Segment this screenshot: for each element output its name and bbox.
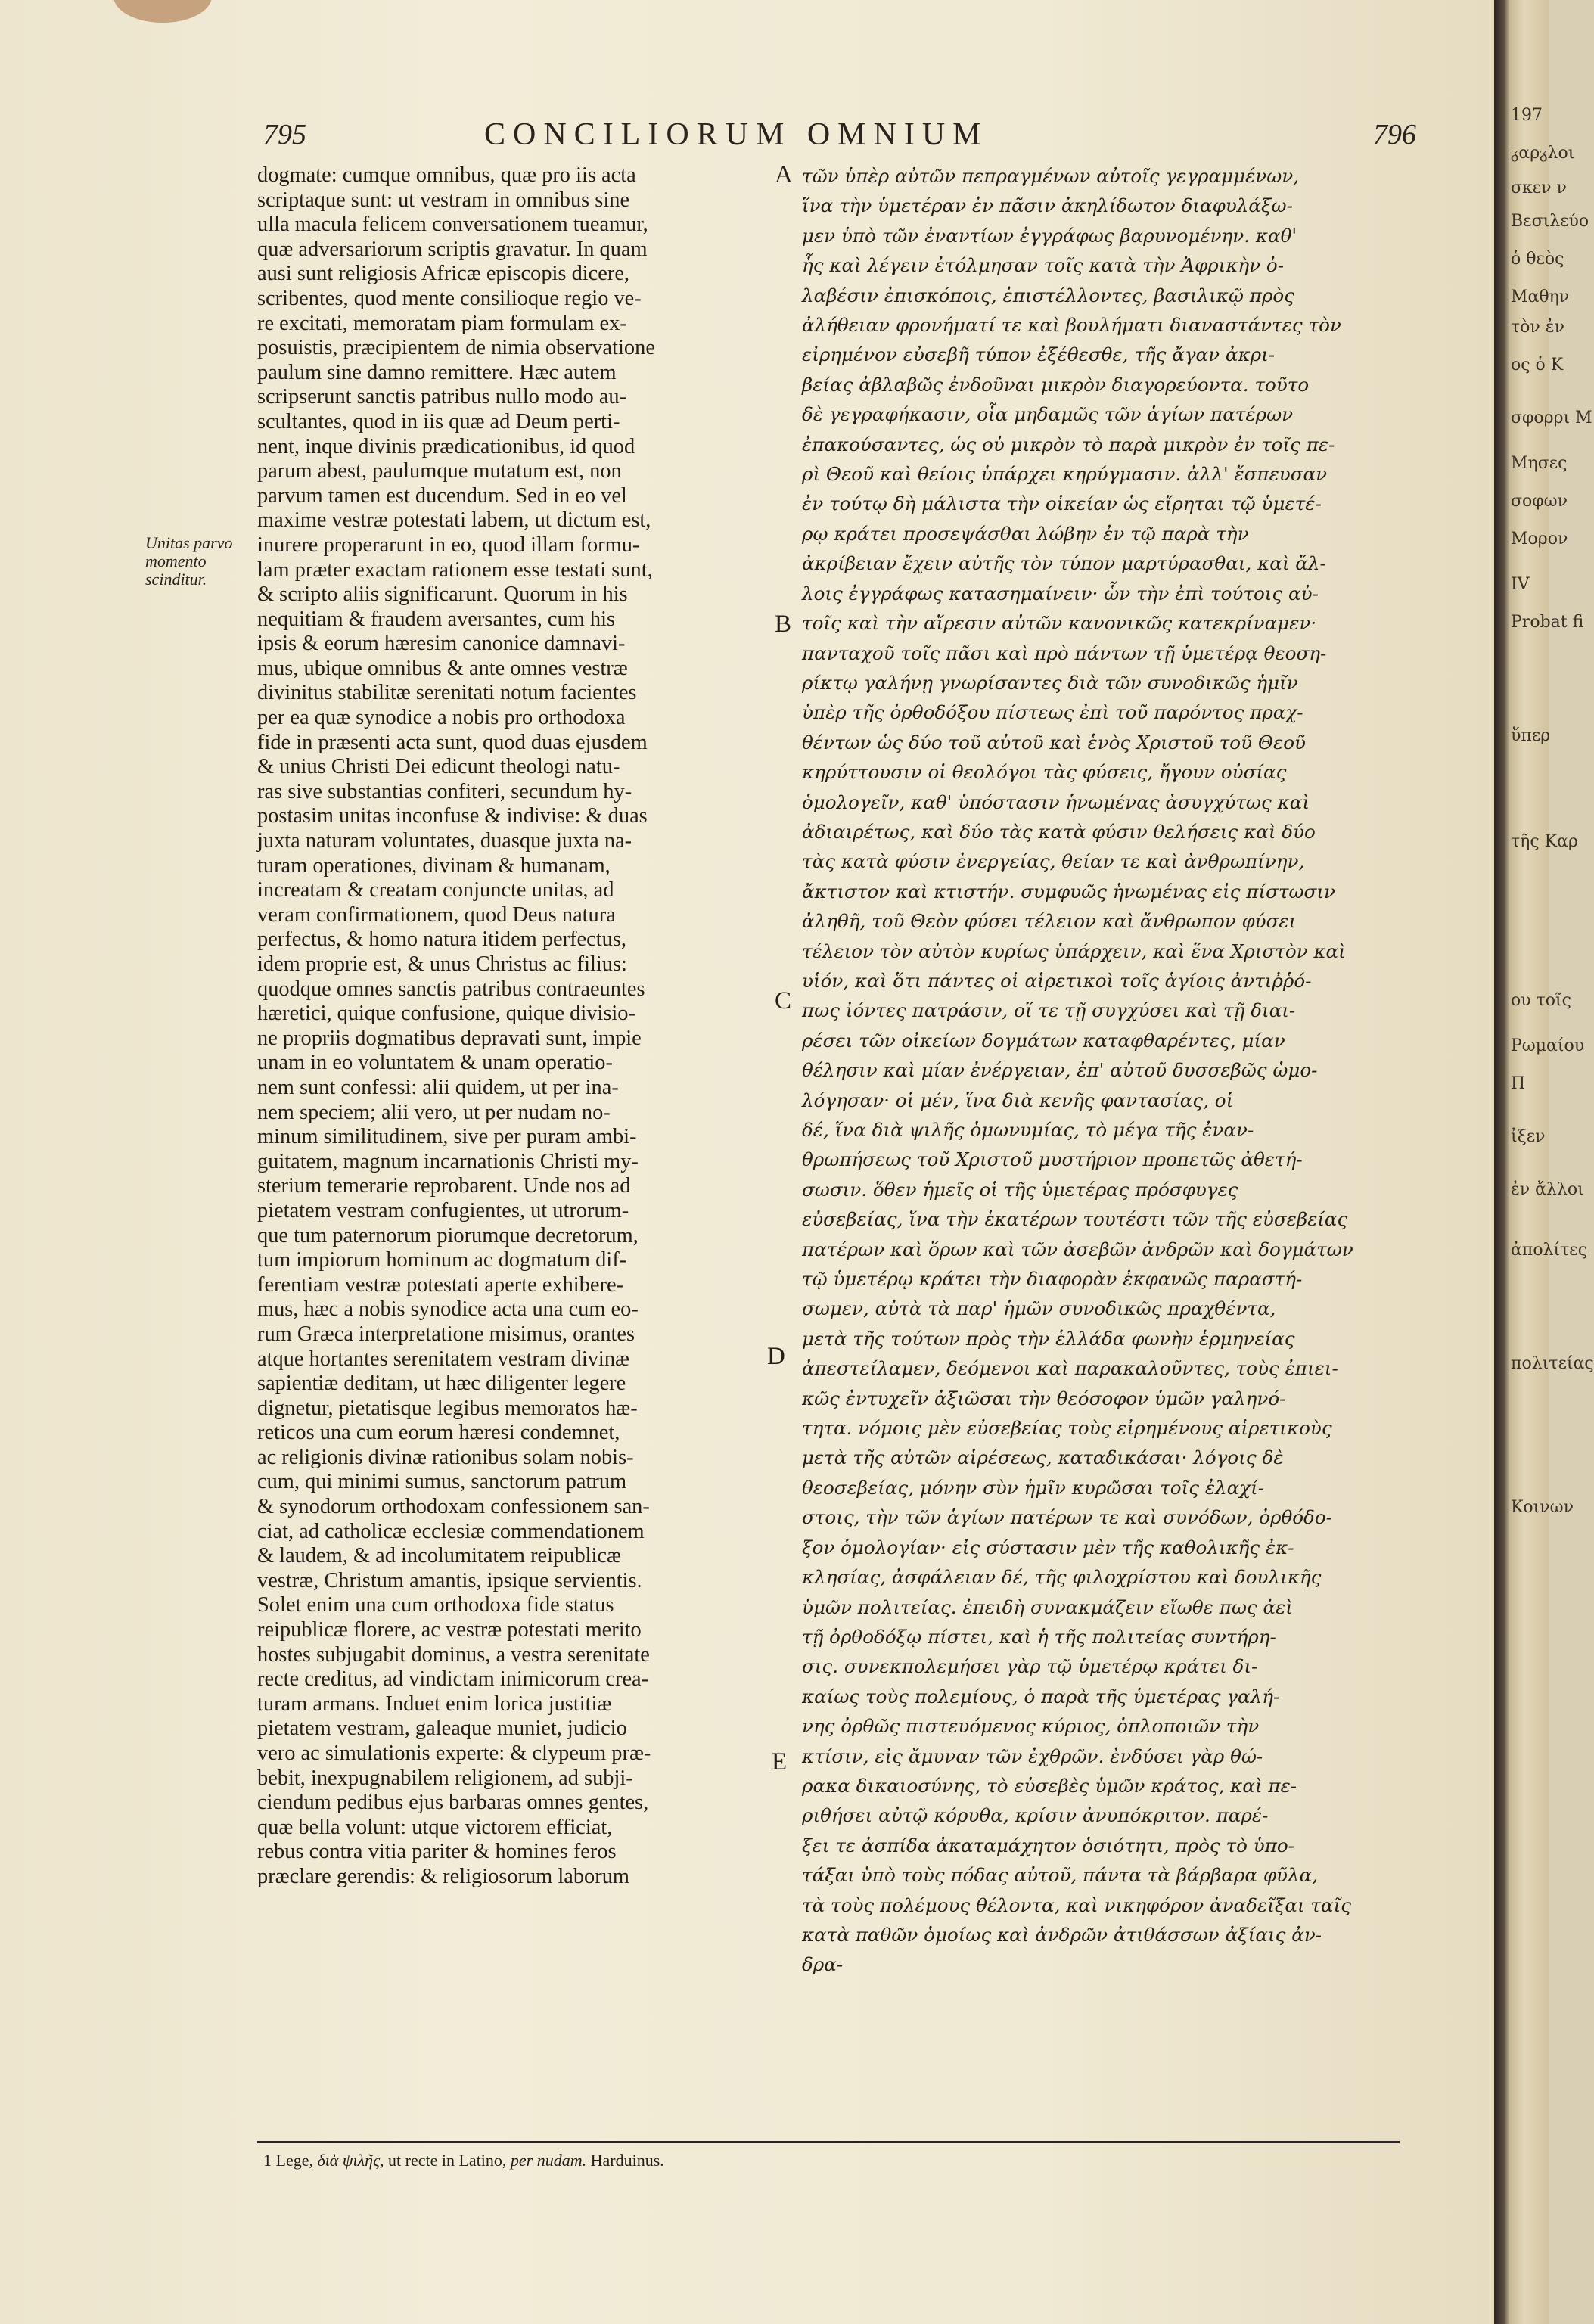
greek-text-line: νης ὀρθῶς πιστευόμενος κύριος, ὁπλοποιῶν τὴν [802,1715,1260,1738]
latin-text-line: que tum paternorum piorumque decretorum, [257,1223,639,1247]
latin-text-line: ras sive substantias confiteri, secundum hy- [257,779,632,803]
footnote-number: 1 [263,2151,272,2170]
greek-text-line: ὁμολογεῖν, καθ' ὑπόστασιν ἡνωμένας ἀσυγχύτως καὶ [802,791,1310,813]
latin-text-line: quæ bella volunt: utque victorem efficiat, [257,1815,613,1839]
greek-text-line: θεοσεβείας, μόνην σὺν ἡμῖν κυρῶσαι τοῖς ἐλαχί- [802,1476,1265,1499]
gutter-fragment: Μησες [1511,454,1568,473]
latin-text-line: & unius Christi Dei edicunt theologi natu- [257,755,620,779]
latin-text-line: præclare gerendis: & religiosorum laborum [257,1864,629,1888]
gutter-fragment: τῆς Καρ [1511,832,1578,851]
greek-text-line: κατὰ παθῶν ὁμοίως καὶ ἀνδρῶν ἀτιθάσσων ἀξίαις ἀν- [802,1923,1322,1946]
right-page-number: 796 [1373,119,1416,151]
greek-text-line: ἐπακούσαντες, ὡς οὐ μικρὸν τὸ παρὰ μικρὸν ἐν τοῖς πε- [802,433,1335,455]
greek-text-line: μετὰ τῆς τούτων πρὸς τὴν ἑλλάδα φωνὴν ἑρμηνείας [802,1327,1295,1350]
greek-text-line: τητα. νόμοις μὲν εὐσεβείας τοὺς εἰρημένους αἱρετικοὺς [802,1417,1332,1440]
footnote-text: Harduinus. [590,2151,664,2170]
latin-text-line: ferentiam vestræ potestati aperte exhibere- [257,1272,623,1297]
greek-text-line: εἰρημένον εὐσεβῆ τύπον ἐξέθεσθε, τῆς ἄγαν ἀκρι- [802,343,1276,366]
gutter-fragment: ᵹαρᵹλοι [1511,144,1575,163]
greek-text-line: στοις, τὴν τῶν ἁγίων πατέρων τε καὶ συνόδων, ὀρθόδο- [802,1506,1332,1529]
greek-text-line: τέλειον τὸν αὐτὸν κυρίως ὑπάρχειν, καὶ ἕνα Χριστὸν καὶ [802,940,1346,962]
gutter-fragment: IV [1511,575,1530,594]
latin-text-line: sterium temerarie reprobarent. Unde nos ad [257,1174,631,1198]
greek-text-line: τῷ ὑμετέρῳ κράτει τὴν διαφορὰν ἐκφανῶς παραστή- [802,1268,1303,1291]
footnote [263,2151,664,2170]
greek-column [802,161,1415,1980]
latin-text-line: tum impiorum hominum ac dogmatum dif- [257,1248,627,1272]
greek-text-line: ἀδιαιρέτως, καὶ δύο τὰς κατὰ φύσιν θελήσεις καὶ δύο [802,820,1316,843]
latin-text-line: increatam & creatam conjuncte unitas, ad [257,878,614,903]
gutter-fragment: σκεν ν [1511,179,1567,197]
greek-text-line: ξον ὁμολογίαν· εἰς σύστασιν μὲν τῆς καθολικῆς ἐκ- [802,1536,1294,1558]
gutter-fragment: ος ὁ Κ [1511,356,1564,374]
greek-text-line: λαβέσιν ἐπισκόποις, ἐπιστέλλοντες, βασιλικῷ πρὸς [802,284,1294,306]
latin-text-line: scripserunt sanctis patribus nullo modo au- [257,385,627,409]
latin-text-line: lam præter exactam rationem esse testati sunt, [257,558,653,582]
latin-text-line: perfectus, & homo natura itidem perfectus, [257,927,626,952]
latin-text-line: recte creditus, ad vindictam inimicorum crea- [257,1667,649,1692]
gutter-fragment: Μαθην [1511,287,1570,306]
adjacent-page-gutter [1494,0,1594,2324]
gutter-fragment: Π [1511,1074,1526,1093]
latin-text-line: guitatem, magnum incarnationis Christi my- [257,1149,639,1173]
greek-text-line: λοις ἐγγράφως κατασημαίνειν· ὧν τὴν ἐπὶ τούτοις αὐ- [802,582,1319,604]
section-letter-b: B [775,611,792,638]
greek-text-line: πανταχοῦ τοῖς πᾶσι καὶ πρὸ πάντων τῇ ὑμετέρᾳ θεοση- [802,642,1327,664]
latin-text-line: quodque omnes sanctis patribus contraeuntes [257,977,645,1001]
greek-text-line: ἵνα τὴν ὑμετέραν ἐν πᾶσιν ἀκηλίδωτον διαφυλάξω- [802,194,1293,217]
latin-text-line: per ea quæ synodice a nobis pro orthodoxa [257,706,626,730]
latin-text-line: pietatem vestram, galeaque muniet, judicio [257,1717,627,1741]
greek-text-line: τάξαι ὑπὸ τοὺς πόδας αὐτοῦ, πάντα τὰ βάρβαρα φῦλα, [802,1864,1319,1887]
latin-text-line: scultantes, quod in iis quæ ad Deum perti- [257,409,620,433]
greek-text-line: ἀπεστείλαμεν, δεόμενοι καὶ παρακαλοῦντες, τοὺς ἐπιει- [802,1357,1338,1380]
gutter-fragment: ἀπολίτες [1511,1241,1588,1260]
greek-text-line: θέλησιν καὶ μίαν ἐνέργειαν, ἐπ' αὐτοῦ δυσσεβῶς ὡμο- [802,1059,1318,1082]
latin-text-line: atque hortantes serenitatem vestram divinæ [257,1347,629,1371]
section-letter-a: A [775,161,793,188]
latin-text-line: hæretici, quique confusione, quique divisio- [257,1002,635,1026]
latin-text-line: reipublicæ florere, ac vestræ potestati merito [257,1618,642,1642]
latin-text-line: dogmate: cumque omnibus, quæ pro iis acta [257,163,636,187]
latin-text-line: pietatem vestram confugientes, ut utrorum- [257,1198,629,1223]
greek-text-line: ἀληθῆ, τοῦ Θεὸν φύσει τέλειον καὶ ἄνθρωπον φύσει [802,910,1297,933]
greek-text-line: ἄκτιστον καὶ κτιστήν. συμφυῶς ἡνωμένας εἰς πίστωσιν [802,880,1335,903]
latin-text-line: juxta naturam voluntates, duasque juxta na- [257,829,632,853]
latin-text-line: minum similitudinem, sive per puram ambi- [257,1125,637,1149]
footnote-text: Lege, [275,2151,313,2170]
gutter-fragment: τὸν ἐν [1511,318,1564,337]
latin-text-line: parum abest, paulumque mutatum est, non [257,459,622,483]
latin-text-line: posuistis, præcipientem de nimia observatione [257,336,655,360]
latin-text-line: quæ adversariorum scriptis gravatur. In quam [257,237,648,261]
greek-text-line: πατέρων καὶ ὅρων καὶ τῶν ἀσεβῶν ἀνδρῶν καὶ δογμάτων [802,1238,1353,1260]
greek-text-line: ἐν τούτῳ δὴ μάλιστα τὴν οἰκείαν ὡς εἴρηται τῷ ὑμετέ- [802,492,1322,515]
latin-text-line: nent, inque divinis prædicationibus, id quod [257,434,635,458]
greek-text-line: ὑπὲρ τῆς ὀρθοδόξου πίστεως ἐπὶ τοῦ παρόντος πραχ- [802,701,1303,724]
greek-text-line: βείας ἀβλαβῶς ἐνδοῦναι μικρὸν διαγορεύοντα. τοῦτο [802,373,1310,396]
latin-text-line: dignetur, pietatisque legibus memoratos hæ- [257,1396,638,1420]
latin-text-line: & laudem, & ad incolumitatem reipublicæ [257,1544,621,1568]
greek-text-line: ὑμῶν πολιτείας. ἐπειδὴ συνακμάζειν εἴωθε πως ἀεὶ [802,1595,1293,1618]
greek-text-line: μετὰ τῆς αὐτῶν αἱρέσεως, καταδικάσαι· λόγοις δὲ [802,1446,1284,1469]
footnote-latin: per nudam. [510,2151,587,2170]
latin-text-line: mus, ubique omnibus & ante omnes vestræ [257,656,628,680]
gutter-fragment: ὁ θεὸς [1511,250,1564,269]
latin-text-line: reticos una cum eorum hæresi condemnet, [257,1421,620,1445]
latin-text-line: fide in præsenti acta sunt, quod duas ejusdem [257,730,648,754]
latin-text-line: sapientiæ deditam, ut hæc diligenter legere [257,1372,626,1396]
gutter-fragment: πολιτείας [1511,1354,1594,1373]
gutter-fragment: ου τοῖς [1511,991,1571,1010]
greek-text-line: ρὶ Θεοῦ καὶ θείοις ὑπάρχει κηρύγμασιν. ἀλλ' ἔσπευσαν [802,463,1328,486]
greek-text-line: ἧς καὶ λέγειν ἐτόλμησαν τοῖς κατὰ τὴν Ἀφρικὴν ὁ- [802,254,1285,277]
latin-text-line: scriptaque sunt: ut vestram in omnibus sine [257,188,630,212]
gutter-fragment: Κοινων [1511,1498,1574,1517]
latin-text-line: ne propriis dogmatibus depravati sunt, impie [257,1026,642,1050]
latin-text-line: bebit, inexpugnabilem religionem, ad subji- [257,1766,633,1790]
latin-text-line: vestræ, Christum amantis, ipsique servientis. [257,1568,642,1592]
greek-text-line: ἀκρίβειαν ἔχειν αὐτῆς τὸν τύπον μαρτύρασθαι, καὶ ἄλ- [802,552,1326,575]
margin-note-line: scinditur. [145,570,207,589]
greek-text-line: κηρύττουσιν οἱ θεολόγοι τὰς φύσεις, ἤγουν οὐσίας [802,761,1287,784]
latin-text-line: nem sunt confessi: alii quidem, ut per ina- [257,1075,619,1099]
latin-text-line: ciendum pedibus ejus barbaras omnes gentes, [257,1791,649,1815]
greek-text-line: δέ, ἵνα διὰ ψιλῆς ὁμωνυμίας, τὸ μέγα τῆς ἐναν- [802,1119,1254,1141]
greek-text-line: τῇ ὀρθοδόξῳ πίστει, καὶ ἡ τῆς πολιτείας συντήρη- [802,1625,1276,1648]
latin-column [257,163,772,1890]
latin-text-line: paulum sine damno remittere. Hæc autem [257,360,617,384]
section-letter-d: D [767,1343,785,1370]
latin-text-line: cum, qui minimi sumus, sanctorum patrum [257,1470,627,1494]
greek-text-line: λόγησαν· οἱ μέν, ἵνα διὰ κενῆς φαντασίας, οἱ [802,1089,1234,1111]
greek-text-line: ἀλήθειαν φρονήματί τε καὶ βουλήματι διαναστάντες τὸν [802,314,1341,337]
latin-text-line: ac religionis divinæ rationibus solam nobis- [257,1445,634,1469]
gutter-fragment: Probat fi [1511,613,1584,632]
greek-text-line: τὰς κατὰ φύσιν ἐνεργείας, θείαν τε καὶ ἀνθρωπίνην, [802,850,1305,873]
greek-text-line: τοῖς καὶ τὴν αἵρεσιν αὐτῶν κανονικῶς κατεκρίναμεν· [802,612,1317,635]
gutter-fragment: Ρωμαίου [1511,1036,1585,1055]
latin-text-line: turam armans. Induet enim lorica justitiæ [257,1692,612,1716]
gutter-fragment: 197 [1511,106,1543,125]
latin-text-line: & synodorum orthodoxam confessionem san- [257,1495,650,1519]
gutter-fragment: ἐν ἄλλοι [1511,1180,1584,1199]
greek-text-line: ρίκτῳ γαλήνῃ γνωρίσαντες διὰ τῶν συνοδικῶς ἡμῖν [802,671,1298,694]
latin-text-line: scribentes, quod mente consilioque regio ve- [257,286,642,310]
greek-text-line: ρέσει τῶν οἰκείων δογμάτων καταφθαρέντες, μίαν [802,1029,1285,1052]
latin-text-line: postasim unitas inconfuse & indivise: & duas [257,804,648,828]
latin-text-line: ipsis & eorum hæresim canonice damnavi- [257,632,626,656]
greek-text-line: σωμεν, αὐτὰ τὰ παρ' ἡμῶν συνοδικῶς πραχθέντα, [802,1297,1276,1320]
latin-text-line: ciat, ad catholicæ ecclesiæ commendationem [257,1519,645,1543]
latin-text-line: idem proprie est, & unus Christus ac filius: [257,952,627,976]
greek-text-line: δρα- [802,1953,844,1976]
greek-text-line: ρῳ κράτει προσεψάσθαι λώβην ἐν τῷ παρὰ τὴν [802,522,1249,545]
left-page-number: 795 [263,119,306,151]
greek-text-line: κῶς ἐντυχεῖν ἀξιῶσαι τὴν θεόσοφον ὑμῶν γαληνό- [802,1387,1286,1409]
greek-text-line: θρωπήσεως τοῦ Χριστοῦ μυστήριον προπετῶς ἀθετή- [802,1148,1303,1171]
footnote-rule [257,2141,1400,2143]
greek-text-line: μεν ὑπὸ τῶν ἐναντίων ἐγγράφως βαρυνομένην. καθ' [802,224,1297,247]
greek-text-line: εὐσεβείας, ἵνα τὴν ἑκατέρων τουτέστι τῶν τῆς εὐσεβείας [802,1208,1348,1231]
greek-text-line: καίως τοὺς πολεμίους, ὁ παρὰ τῆς ὑμετέρας γαλή- [802,1685,1280,1707]
gutter-fragment: σφορρι Μ [1511,409,1592,427]
latin-text-line: Solet enim una cum orthodoxa fide status [257,1593,614,1617]
margin-note [145,534,259,589]
latin-text-line: rum Græca interpretatione misimus, orantes [257,1322,635,1346]
section-letter-e: E [772,1748,788,1776]
latin-text-line: veram confirmationem, quod Deus natura [257,903,616,927]
latin-text-line: re excitati, memoratam piam formulam ex- [257,311,627,335]
footnote-text: ut recte in Latino, [388,2151,507,2170]
latin-text-line: & scripto aliis significarunt. Quorum in his [257,583,628,607]
latin-text-line: turam operationes, divinam & humanam, [257,853,611,878]
greek-text-line: ριθήσει αὐτῷ κόρυθα, κρίσιν ἀνυπόκριτον. παρέ- [802,1804,1269,1827]
greek-text-line: σωσιν. ὅθεν ἡμεῖς οἱ τῆς ὑμετέρας πρόσφυγες [802,1178,1238,1201]
greek-text-line: κτίσιν, εἰς ἄμυναν τῶν ἐχθρῶν. ἐνδύσει γὰρ θώ- [802,1745,1263,1767]
latin-text-line: hostes subjugabit dominus, a vestra serenitate [257,1642,650,1667]
gutter-fragment: σοφων [1511,492,1568,511]
greek-text-line: ρακα δικαιοσύνης, τὸ εὐσεβὲς ὑμῶν κράτος, καὶ πε- [802,1774,1297,1797]
greek-text-line: πως ἰόντες πατράσιν, οἵ τε τῇ συγχύσει καὶ τῇ διαι- [802,999,1296,1022]
greek-text-line: δὲ γεγραφήκασιν, οἷα μηδαμῶς τῶν ἁγίων πατέρων [802,403,1294,426]
greek-text-line: ξει τε ἀσπίδα ἀκαταμάχητον ὁσιότητι, πρὸς τὸ ὑπο- [802,1834,1294,1856]
footnote-greek: διὰ ψιλῆς, [317,2151,384,2170]
greek-text-line: τῶν ὑπὲρ αὐτῶν πεπραγμένων αὐτοῖς γεγραμμένων, [802,165,1300,187]
latin-text-line: parvum tamen est ducendum. Sed in eo vel [257,483,627,508]
latin-text-line: divinitus stabilitæ serenitati notum facientes [257,681,637,705]
margin-note-line: Unitas parvo [145,533,233,552]
greek-text-line: θέντων ὡς δύο τοῦ αὐτοῦ καὶ ἑνὸς Χριστοῦ τοῦ Θεοῦ [802,731,1306,753]
greek-text-line: τὰ τοὺς πολέμους θέλοντα, καὶ νικηφόρον ἀναδεῖξαι ταῖς [802,1894,1352,1916]
greek-text-line: υἱόν, καὶ ὅτι πάντες οἱ αἱρετικοὶ τοῖς ἁγίοις ἀντιῤῥό- [802,969,1312,992]
gutter-fragment: Βεσιλεύο [1511,212,1589,231]
latin-text-line: nem speciem; alii vero, ut per nudam no- [257,1100,611,1124]
latin-text-line: nequitiam & fraudem aversantes, cum his [257,607,616,631]
latin-text-line: maxime vestræ potestati labem, ut dictum est, [257,508,651,533]
section-letter-c: C [775,987,792,1014]
latin-text-line: vero ac simulationis experte: & clypeum præ- [257,1741,651,1765]
library-stamp [113,0,212,23]
greek-text-line: σις. συνεκπολεμήσει γὰρ τῷ ὑμετέρῳ κράτει δι- [802,1655,1258,1678]
gutter-fragment: Μορον [1511,530,1568,548]
latin-text-line: rebus contra vitia pariter & homines feros [257,1840,617,1864]
gutter-fragment: ὕπερ [1511,726,1551,745]
latin-text-line: ausi sunt religiosis Africæ episcopis dicere, [257,262,630,286]
latin-text-line: unam in eo voluntatem & unam operatio- [257,1051,613,1075]
running-title: CONCILIORUM OMNIUM [484,117,989,152]
gutter-fragment: ἰξεν [1511,1127,1546,1146]
latin-text-line: inurere properarunt in eo, quod illam formu- [257,533,640,557]
margin-note-line: momento [145,551,207,570]
latin-text-line: ulla macula felicem conversationem tueamur, [257,213,648,237]
latin-text-line: mus, hæc a nobis synodice acta una cum eo- [257,1297,639,1322]
greek-text-line: κλησίας, ἀσφάλειαν δέ, τῆς φιλοχρίστου καὶ δουλικῆς [802,1566,1322,1589]
